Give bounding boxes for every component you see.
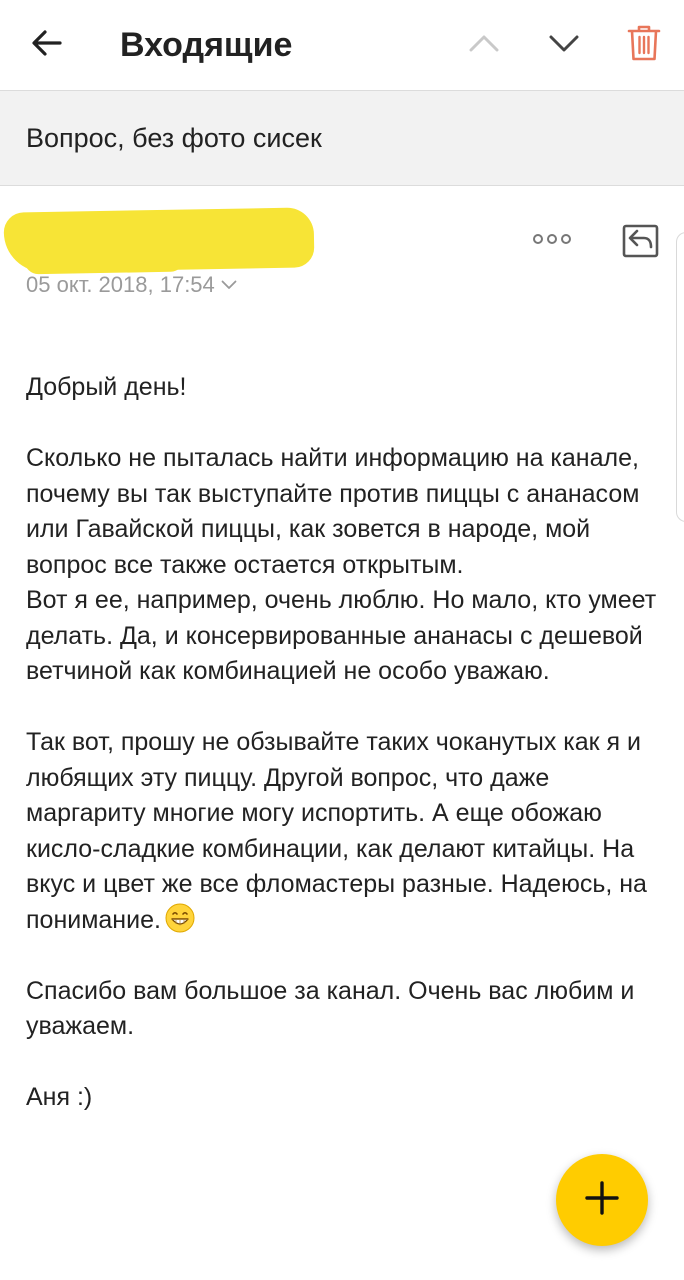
chevron-down-icon [549, 34, 579, 57]
next-message-button[interactable] [540, 22, 588, 68]
sender-name-redacted [4, 207, 315, 272]
reply-icon [622, 220, 660, 263]
message-paragraph [26, 725, 662, 938]
compose-button[interactable] [556, 1154, 648, 1246]
more-options-button[interactable] [528, 226, 576, 256]
message-paragraph: Спасибо вам большое за канал. Очень вас любим и уважаем. [26, 976, 635, 1040]
delete-button[interactable] [620, 22, 668, 68]
side-panel-handle[interactable] [676, 232, 684, 522]
back-button[interactable] [24, 24, 70, 66]
message-paragraph: Добрый день! [26, 373, 187, 401]
message-paragraph: Сколько не пыталась найти информацию на канале, почему вы так выступайте против пиццы с ананасом или Гавайской пиццы, как зовется в народе, мой вопрос все также остается открытым. [26, 444, 640, 579]
trash-icon [627, 24, 661, 67]
message-date[interactable] [26, 270, 237, 300]
previous-message-button[interactable] [460, 22, 508, 68]
arrow-left-icon [32, 30, 62, 61]
top-bar [0, 0, 684, 90]
chevron-up-icon [469, 34, 499, 57]
page-title: Входящие [120, 26, 293, 64]
chevron-down-icon [221, 280, 237, 290]
subject-bar [0, 90, 684, 186]
grinning-face-icon [165, 903, 195, 933]
message-subject: Вопрос, без фото сисек [26, 123, 322, 153]
message-signature: Аня :) [26, 1083, 93, 1111]
plus-icon [584, 1180, 620, 1221]
date-text: 05 окт. 2018, 17:54 [26, 272, 215, 297]
reply-button[interactable] [616, 216, 666, 266]
message-paragraph: Вот я ее, например, очень люблю. Но мало, кто умеет делать. Да, и консервированные ананасы с дешевой ветчиной как комбинацией не особо уважаю. [26, 586, 657, 685]
more-dots-icon [532, 232, 572, 250]
message-body [26, 370, 662, 1151]
message-paragraph-text: Так вот, прошу не обзывайте таких чоканутых как я и любящих эту пиццу. Другой вопрос, что даже маргариту многие могу испортить. А еще обожаю кисло-сладкие комбинации, как делают китайцы. На вкус и цвет же все фломастеры разные. Надеюсь, на понимание. [26, 728, 647, 934]
